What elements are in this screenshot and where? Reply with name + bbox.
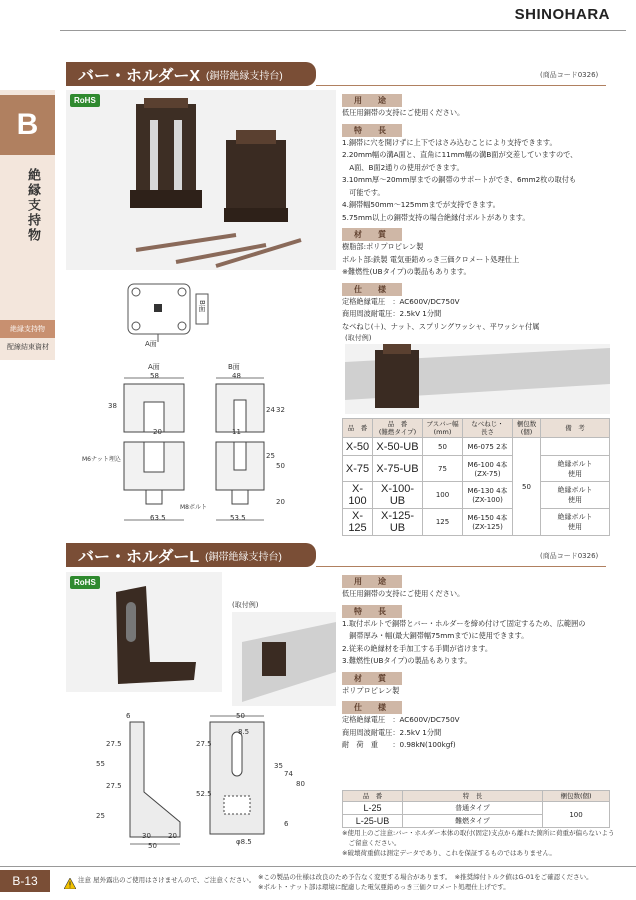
footer-note: ※この製品の仕様は改良のため予告なく変更する場合があります。 ※推奨締付トルク値はG-01をご確認ください。 [258,873,593,881]
spec-line: 定格絶縁電圧 ：AC600V/DC750V [342,715,460,724]
spec-heading-spec: 仕 様 [342,701,402,714]
th-pack: 梱包数 (個) [513,419,541,438]
spec-line: ポリプロピレン製 [342,685,400,695]
section1-specs [342,94,612,333]
spec-heading-material: 材 質 [342,672,402,685]
th-width: ブスバー幅 (mm) [423,419,463,438]
rohs-badge-2: RoHS [70,576,100,589]
spec-line: なべねじ(＋)、ナット、スプリングワッシャ、平ワッシャ付属 [342,321,540,331]
spec-table-l [342,790,610,828]
dim-30: 30 [142,832,151,840]
footer-divider [0,866,636,867]
dim-63-5: 63.5 [150,514,166,522]
cell-pack-qty: 50 [513,438,541,536]
th-part-ub: 品 番 (難燃タイプ) [373,419,423,438]
dim-6b: 6 [284,820,289,828]
spec-line: 1.銅帯に穴を開けずに上下ではさみ込むことにより支持できます。 [342,137,557,147]
table-row [343,482,610,509]
face-b-label: B面 [198,300,206,312]
cell: 普通タイプ [403,802,543,815]
section1-title: バー・ホルダーX [78,67,201,85]
dim-27-5a: 27.5 [106,740,122,748]
section1-subtitle: (銅帯絶縁支持台) [206,70,283,82]
side-tab-sub[interactable]: 配線結束資材 [7,343,49,351]
cell: 75 [423,456,463,482]
drawing-b-title: B面 [228,363,240,371]
dim-48: 48 [232,372,241,380]
bolt-label: M8ボルト [180,504,207,511]
spec-line: 定格絶縁電圧 ：AC600V/DC750V [342,296,460,306]
dim-27-5c: 27.5 [196,740,212,748]
face-a-label: A面 [145,340,157,348]
spec-line: 4.銅帯幅50mm〜125mmまでが支持できます。 [342,200,500,209]
page-number: B-13 [0,870,50,892]
spec-line: ※難燃性(UBタイプ)の製品もあります。 [342,267,471,276]
spec-line: 5.75mm以上の銅帯支持の場合絶縁付ボルトがあります。 [342,212,530,222]
face-diagram [120,280,220,370]
dim-20: 20 [153,428,162,436]
note-line: ※破壊荷重値は測定データであり、これを保証するものではありません。 [342,849,556,857]
dim-20b: 20 [276,498,285,506]
spec-line: ボルト部:鉄製 電気亜鉛めっき三価クロメート処理仕上 [342,254,520,264]
footer-note: ※ボルト・ナット部は環境に配慮した電気亜鉛めっき三価クロメート処理仕上げです。 [258,883,510,891]
mount-example-photo-x [345,344,610,414]
cell: 125 [423,509,463,536]
spec-heading-spec: 仕 様 [342,283,402,296]
cell: M6-100 4本 (ZX-75) [463,456,513,482]
section1-header [66,62,316,86]
dim-58: 58 [150,372,159,380]
section2-notes [342,828,614,858]
section1-rule [316,85,606,86]
note-line: ご留意ください。 [342,839,401,847]
dim-50: 50 [236,712,245,720]
dim-24: 24 [266,406,275,414]
section2-title: バー・ホルダーL [78,548,200,566]
cell: 絶縁ボルト 使用 [541,482,610,509]
cell: M6-075 2本 [463,438,513,456]
spec-heading-features: 特 長 [342,124,402,137]
spec-line: 3.難燃性(UBタイプ)の製品もあります。 [342,656,472,665]
cell: 難燃タイプ [403,815,543,828]
spec-line: 商用周波耐電圧：2.5kV 1分間 [342,727,442,737]
example-label-2: (取付例) [232,601,259,609]
side-tab-title: 絶縁支持物 [25,168,40,243]
cell: X-125 [343,509,373,536]
cell: X-50-UB [373,438,423,456]
cell: X-125-UB [373,509,423,536]
spec-table-x [342,418,610,536]
dim-20: 20 [168,832,177,840]
section1-code: (商品コード0326) [540,71,599,79]
spec-heading-features: 特 長 [342,605,402,618]
spec-line: 3.10mm厚〜20mm厚までの銅帯のサポートができ、6mm2枚の取付も [342,175,577,184]
cell: L-25 [343,802,403,815]
cell-pack-qty: 100 [543,802,610,828]
cell: X-75-UB [373,456,423,482]
cell: M6-150 4本 (ZX-125) [463,509,513,536]
spec-line: 低圧用銅帯の支持にご使用ください。 [342,589,465,598]
dim-38: 38 [108,402,117,410]
section2-subtitle: (銅帯絶縁支持台) [205,551,282,563]
cell: X-100-UB [373,482,423,509]
dim-52-5: 52.5 [196,790,212,798]
dim-74: 74 [284,770,293,778]
spec-heading-use: 用 途 [342,94,402,107]
side-tab-sub-active[interactable]: 絶縁支持物 [0,320,55,338]
th-part: 品 番 [343,791,403,802]
th-feature: 特 長 [403,791,543,802]
spec-line: 耐 荷 重 ：0.98kN(100kgf) [342,740,456,749]
th-screw: なべねじ・ 長さ [463,419,513,438]
spec-line: 商用周波耐電圧：2.5kV 1分間 [342,309,442,318]
section2-rule [316,566,606,567]
spec-line: 可能です。 [342,187,385,197]
side-tab-letter: B [0,95,55,155]
dim-11: 11 [232,428,241,436]
spec-line: 1.取付ボルトで銅帯とバー・ホルダーを締め付けて固定するため、広範囲の [342,618,586,628]
th-note: 備 考 [541,419,610,438]
table-row [343,509,610,536]
cell: M6-130 4本 (ZX-100) [463,482,513,509]
dim-80: 80 [296,780,305,788]
mount-example-photo-l [232,612,336,706]
dim-25: 25 [266,452,275,460]
spec-line: 低圧用銅帯の支持にご使用ください。 [342,108,465,117]
th-pack: 梱包数(個) [543,791,610,802]
technical-drawing-l [110,712,320,852]
table-row [343,438,610,456]
header-divider [60,30,626,31]
dim-32: 32 [276,406,285,414]
example-label: (取付例) [345,334,372,342]
spec-line: 樹脂部:ポリプロピレン製 [342,242,424,251]
th-part: 品 番 [343,419,373,438]
cell: X-75 [343,456,373,482]
dim-8-5: 8.5 [238,728,250,736]
dim-50: 50 [276,462,285,470]
dim-55: 55 [96,760,105,768]
dim-50b: 50 [148,842,157,850]
section2-header [66,543,316,567]
product-photo-x [66,90,336,270]
spec-line: A面、B面2通りの使用ができます。 [342,162,464,172]
spec-line: 2.20mm幅の溝A面と、直角に11mm幅の溝B面が交差していますので、 [342,150,578,159]
section2-specs [342,575,612,752]
spec-heading-use: 用 途 [342,575,402,588]
dim-53-5: 53.5 [230,514,246,522]
table-row [343,802,610,815]
product-photo-l [66,572,222,692]
dim-25: 25 [96,812,105,820]
note-line: ※使用上のご注意:バー・ホルダー本体の取付(固定)支点から離れた箇所に荷重が偏らないよう [342,829,615,837]
dim-phi-8-5: φ8.5 [236,838,252,846]
cell: L-25-UB [343,815,403,828]
cell: 絶縁ボルト 使用 [541,509,610,536]
spec-line: 2.従来の絶縁材を手加工する手間が省けます。 [342,643,493,653]
cell: 100 [423,482,463,509]
cell: 絶縁ボルト 使用 [541,456,610,482]
spec-heading-material: 材 質 [342,228,402,241]
cell: 50 [423,438,463,456]
table-row [343,456,610,482]
nut-label: M6ナット埋込 [82,456,121,463]
cell: X-50 [343,438,373,456]
drawing-a-title: A面 [148,363,160,371]
dim-27-5b: 27.5 [106,782,122,790]
dim-6: 6 [126,712,131,720]
warning-icon [64,874,76,893]
footer-warning: 注意 屋外露出のご使用はさけませんので、ご注意ください。 [78,876,256,884]
spec-line: 銅帯厚み・幅(最大銅帯幅75mmまで)に使用できます。 [342,631,529,640]
brand-logo: SHINOHARA [514,6,610,23]
cell [541,438,610,456]
cell: X-100 [343,482,373,509]
dim-35: 35 [274,762,283,770]
section2-code: (商品コード0326) [540,552,599,560]
rohs-badge: RoHS [70,94,100,107]
